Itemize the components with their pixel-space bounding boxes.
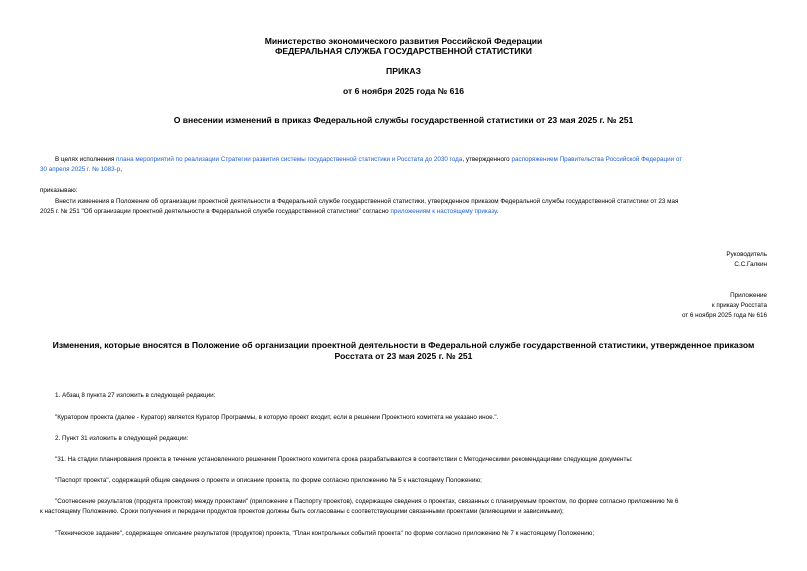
body-paragraph-6-line-1: "Соотнесение результатов (продукта проектов) между проектами" (приложение к Паспорту проектов), содержащее сведения о проектах, связанных с планируемым проектом, по форме согласно приложению № 6 [55,498,679,505]
body-paragraph-1: 1. Абзац 8 пункта 27 изложить в следующей редакции: [55,392,216,399]
appendix-ref-line-1: Приложение [730,292,767,299]
order-date-number: от 6 ноября 2025 года № 616 [342,86,465,96]
preamble-line-1 [55,155,682,165]
government-order-link-cont[interactable]: 30 апреля 2025 г. № 1083-р [40,166,121,173]
order-text-line-1: Внести изменения в Положение об организации проектной деятельности в Федеральной службе государственной статистики, утвержденное приказом Федеральной службы государственной статистики от 23 мая [55,198,679,205]
body-paragraph-4: "31. На стадии планирования проекта в течение установленного решением Проектного комитета срока разрабатываются в соответствии с Методическими рекомендациями следующие документы: [55,456,633,463]
order-text-line-2 [40,207,498,217]
preamble-end: , [120,166,122,173]
order-text-end: . [496,208,499,215]
service-name: ФЕДЕРАЛЬНАЯ СЛУЖБА ГОСУДАРСТВЕННОЙ СТАТИСТИКИ [275,46,532,56]
document-type: ПРИКАЗ [386,66,421,76]
order-title: О внесении изменений в приказ Федеральной службы государственной статистики от 23 мая 2025 г. № 251 [173,115,634,125]
body-paragraph-2: "Куратором проекта (далее - Куратор) является Куратор Программы, в которую проект входит, если в решении Проектного комитета не указано иное.". [55,414,499,421]
appendix-link[interactable]: приложениям к настоящему приказу [390,208,497,215]
decree-word: приказываю: [40,187,78,194]
body-paragraph-7: "Техническое задание", содержащее описание результатов (продуктов) проекта, "План контрольных событий проекта" по форме согласно приложению № 7 к настоящему Положению; [55,530,595,537]
appendix-title-line-2: Росстата от 23 мая 2025 г. № 251 [334,351,473,361]
order-text-body: 2025 г. № 251 "Об организации проектной деятельности в Федеральной службе государственной статистики" согласно [40,208,391,215]
body-paragraph-3: 2. Пункт 31 изложить в следующей редакции: [55,435,189,442]
strategy-plan-link[interactable]: плана мероприятий по реализации Стратегии развития системы государственной статистики и Росстата до 2030 года [116,156,463,163]
appendix-ref-line-3: от 6 ноября 2025 года № 616 [681,312,767,319]
body-paragraph-6-line-2: к настоящему Положению. Сроки получения и передачи продуктов проектов должны быть согласованы с соответствующими связанными проектами (влияющими и зависимыми); [40,508,564,515]
signature-name: С.С.Галкин [734,261,767,268]
body-paragraph-5: "Паспорт проекта", содержащий общие сведения о проекте и описание проекта, по форме согласно приложению № 5 к настоящему Положению; [55,477,482,484]
preamble-mid: , утвержденного [462,156,512,163]
appendix-title-line-1: Изменения, которые вносятся в Положение об организации проектной деятельности в Федеральной службе государственной статистики, утвержденное приказом [52,340,755,350]
signature-role: Руководитель [726,251,767,258]
government-order-link[interactable]: распоряжением Правительства Российской Федерации от [511,156,683,163]
appendix-ref-line-2: к приказу Росстата [711,302,767,309]
ministry-name: Министерство экономического развития Российской Федерации [264,36,543,46]
preamble-line-2 [40,165,122,175]
preamble-lead: В целях исполнения [55,156,117,163]
